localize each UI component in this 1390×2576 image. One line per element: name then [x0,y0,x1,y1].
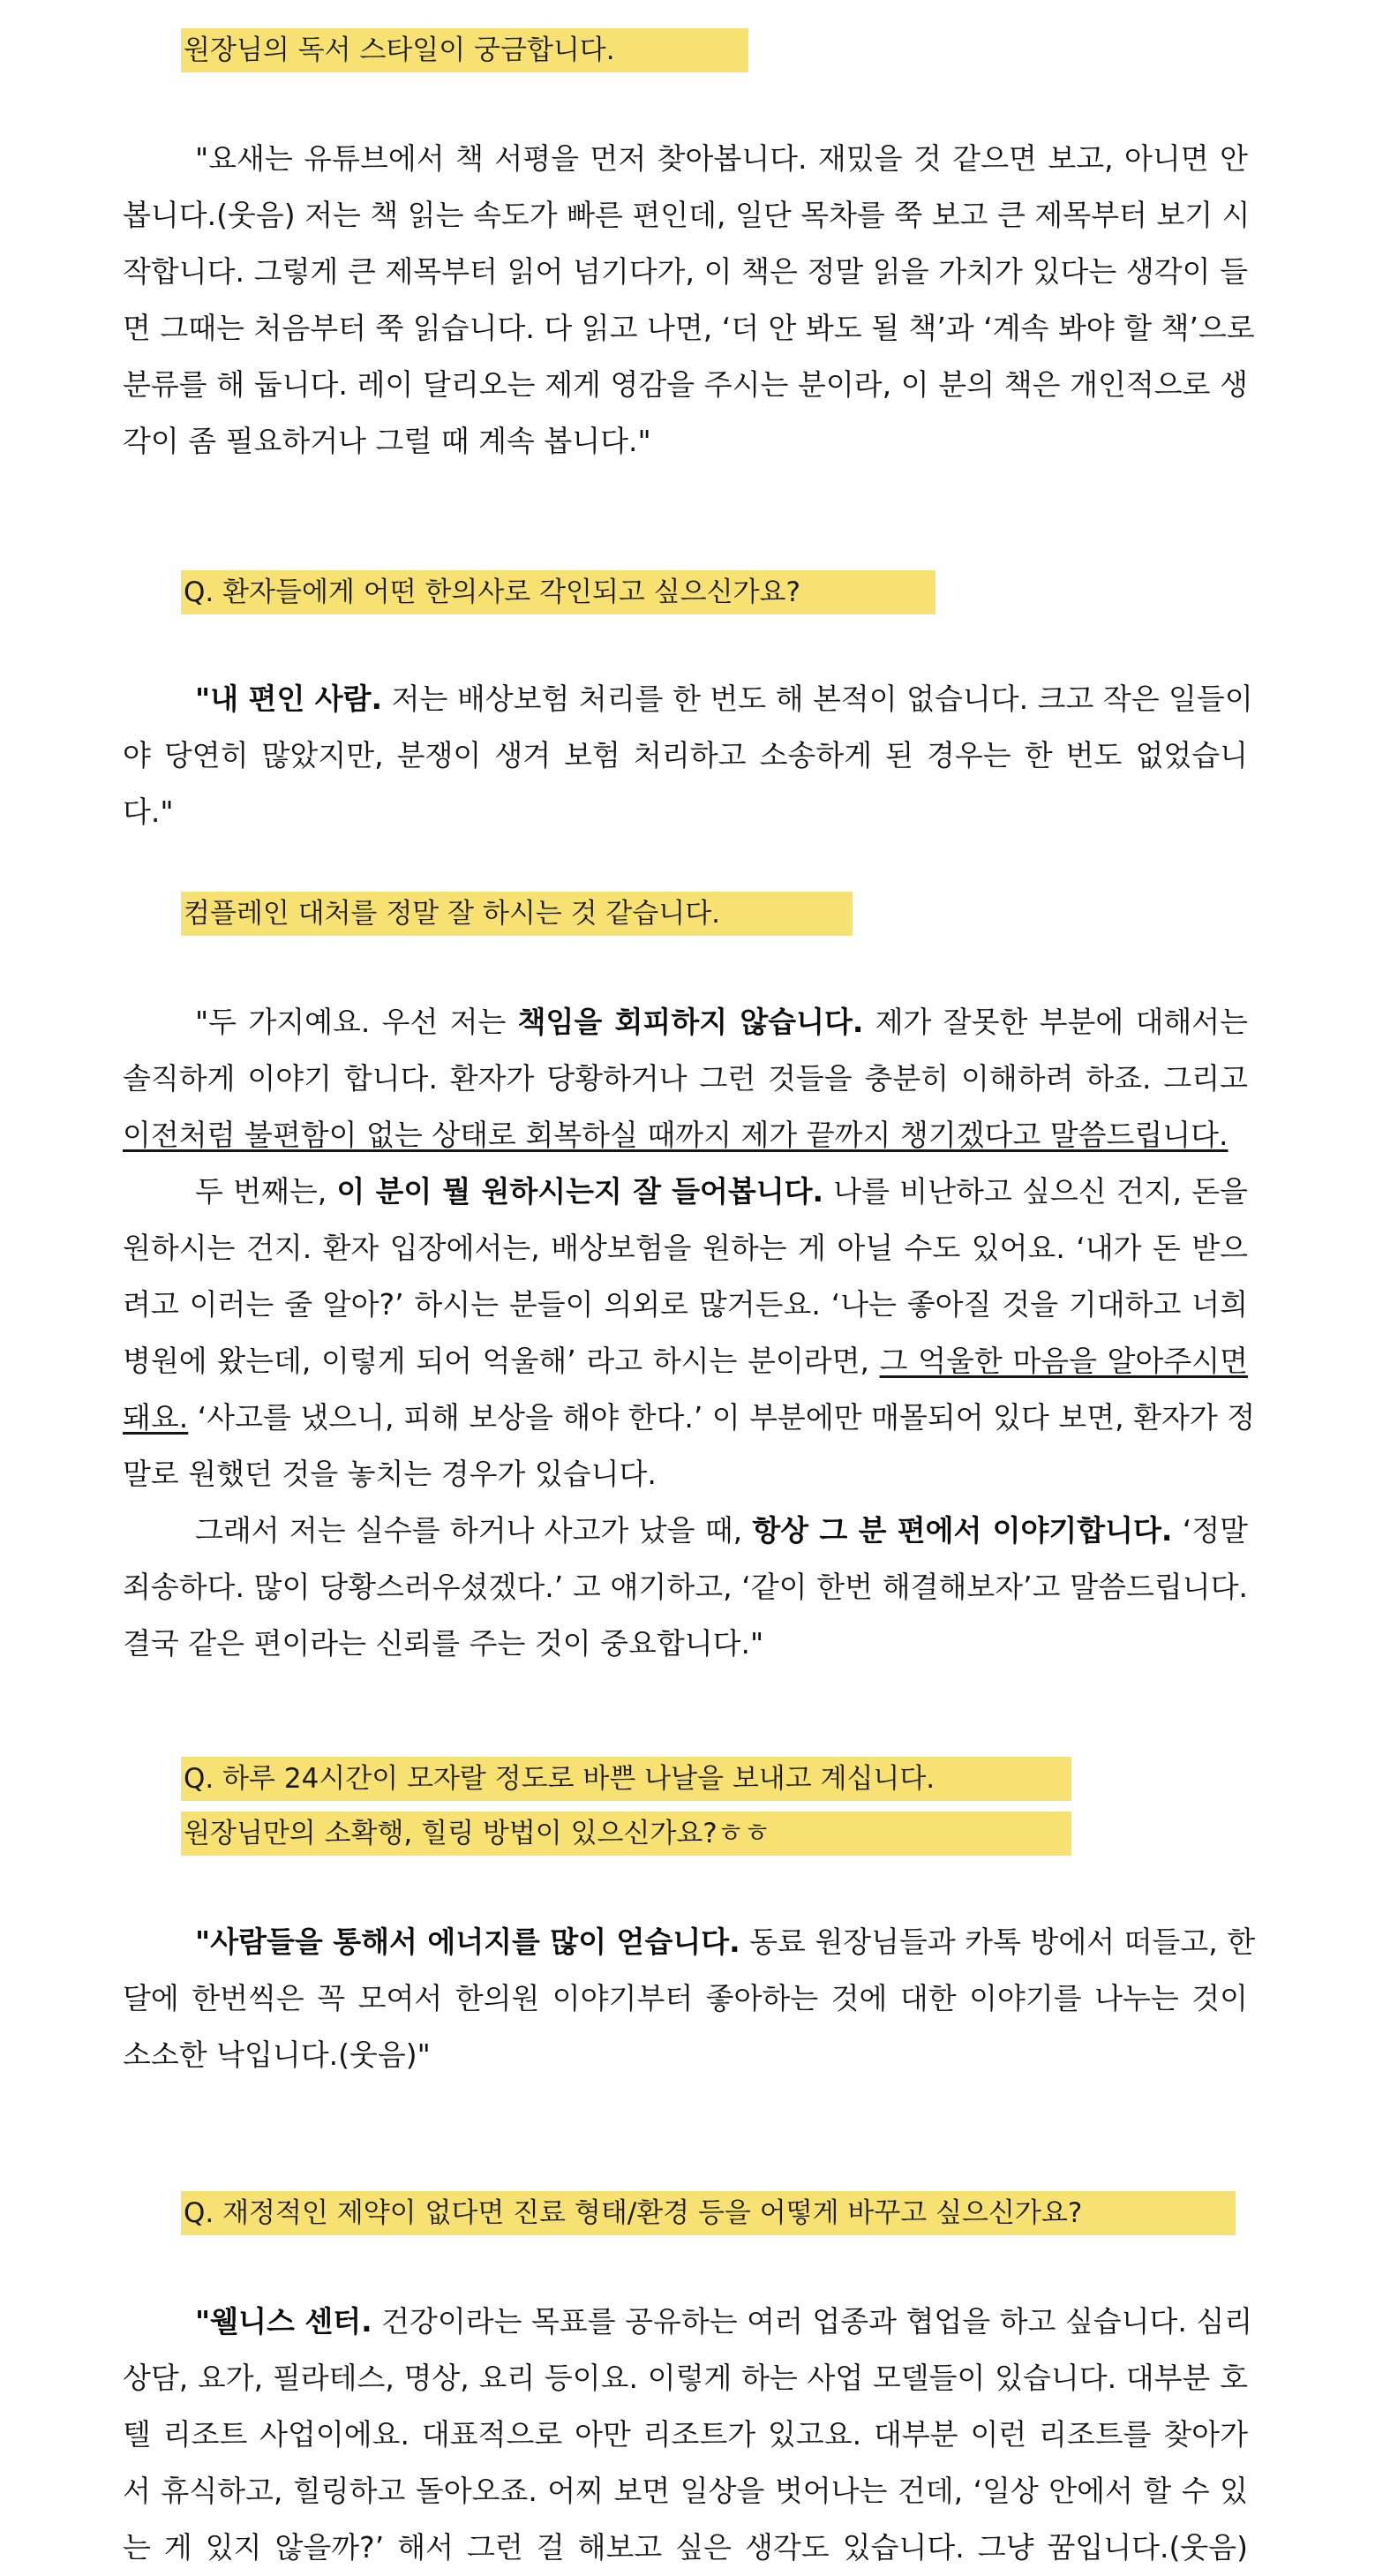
answer-emphasis: "웰니스 센터. [195,2304,372,2339]
answer-underlined: 그 억울한 마음을 알아주시면 [879,1344,1248,1378]
answer-text: 병원에 왔는데, 이렇게 되어 억울해’ 라고 하시는 분이라면, [123,1344,880,1378]
answer-line [123,1914,1256,1970]
answer-line: 원하시는 건지. 환자 입장에서는, 배상보험을 원하는 게 아닐 수도 있어요. ‘내가 돈 받으 [123,1231,1248,1265]
answer-text: ‘사고를 냈으니, 피해 보상을 해야 한다.’ 이 부분에만 매몰되어 있다 보면, 환자가 정 [188,1400,1256,1435]
answer-text: ‘정말 [1172,1513,1248,1548]
answer-line: 야 당연히 많았지만, 분쟁이 생겨 보험 처리하고 소송하게 된 경우는 한 번도 없었습니 [123,738,1248,772]
answer-line: 소소한 낙입니다.(웃음)" [123,2037,431,2072]
answer-line: 작합니다. 그렇게 큰 제목부터 읽어 넘기다가, 이 책은 정말 읽을 가치가 있다는 생각이 들 [123,254,1248,289]
answer-text: 나를 비난하고 싶으신 건지, 돈을 [823,1174,1249,1209]
answer-text: 그래서 저는 실수를 하거나 사고가 났을 때, [195,1513,753,1548]
answer-line: 서 휴식하고, 힐링하고 돌아오죠. 어찌 보면 일상을 벗어나는 건데, ‘일상 안에서 할 수 있 [123,2474,1248,2508]
answer-line: 말로 원했던 것을 놓치는 경우가 있습니다. [123,1457,657,1491]
answer-line [123,2294,1253,2350]
answer-text: 두 번째는, [195,1174,337,1209]
answer-line: 텔 리조트 사업이에요. 대표적으로 아만 리조트가 있고요. 대부분 이런 리조트를 찾아가 [123,2417,1248,2452]
question-complaint-handling: 컴플레인 대처를 정말 잘 하시는 것 같습니다. [181,892,853,936]
answer-line: 각이 좀 필요하거나 그럴 때 계속 봅니다." [123,424,651,458]
answer-patient-image [123,671,1253,840]
answer-line: 는 게 있지 않을까?’ 해서 그런 걸 해보고 싶은 생각도 있습니다. 그냥 꿈입니다.(웃음) [123,2530,1248,2565]
answer-underlined: 돼요. [123,1400,189,1435]
answer-text: "두 가지예요. 우선 저는 [195,1005,518,1039]
answer-healing [123,1914,1256,2083]
answer-text: 제가 잘못한 부분에 대해서는 [863,1005,1249,1039]
question-healing-line1: Q. 하루 24시간이 모자랄 정도로 바쁜 나날을 보내고 계십니다. [181,1757,1071,1801]
answer-line: 솔직하게 이야기 합니다. 환자가 당황하거나 그런 것들을 충분히 이해하려 하죠. 그리고 [123,1061,1248,1096]
answer-emphasis: "사람들을 통해서 에너지를 많이 얻습니다. [195,1924,740,1959]
answer-line [123,1164,1248,1220]
answer-line: 상담, 요가, 필라테스, 명상, 요리 등이요. 이렇게 하는 사업 모델들이 있습니다. 대부분 호 [123,2361,1248,2395]
answer-line: 면 그때는 처음부터 쭉 읽습니다. 다 읽고 나면, ‘더 안 봐도 될 책’과 ‘계속 봐야 할 책’으로 [123,311,1255,345]
answer-line: 결국 같은 편이라는 신뢰를 주는 것이 중요합니다." [123,1626,764,1661]
answer-line: 분류를 해 둡니다. 레이 달리오는 제게 영감을 주시는 분이라, 이 분의 책은 개인적으로 생 [123,367,1248,402]
question-healing-line2: 원장님만의 소확행, 힐링 방법이 있으신가요?ㅎㅎ [181,1811,1071,1856]
answer-line [123,1107,1248,1164]
answer-emphasis: 항상 그 분 편에서 이야기합니다. [752,1513,1173,1548]
answer-emphasis: 책임을 회피하지 않습니다. [517,1005,864,1039]
question-patient-image: Q. 환자들에게 어떤 한의사로 각인되고 싶으신가요? [181,570,935,614]
answer-line: 달에 한번씩은 꼭 모여서 한의원 이야기부터 좋아하는 것에 대한 이야기를 나누는 것이 [123,1981,1248,2015]
answer-line: 다." [123,795,174,829]
answer-line: "요새는 유튜브에서 책 서평을 먼저 찾아봅니다. 재밌을 것 같으면 보고, 아니면 안 [195,141,1248,176]
answer-emphasis: "내 편인 사람. [195,682,383,716]
answer-reading-style [123,131,1255,470]
answer-wellness [123,2294,1253,2576]
answer-line [123,671,1253,727]
answer-line: 죄송하다. 많이 당황스러우셨겠다.’ 고 얘기하고, ‘같이 한번 해결해보자’고 말씀드립니다. [123,1570,1248,1604]
answer-line [123,1390,1256,1446]
answer-line: 려고 이러는 줄 알아?’ 하시는 분들이 의외로 많거든요. ‘나는 좋아질 것을 기대하고 너희 [123,1287,1248,1322]
answer-line: 봅니다.(웃음) 저는 책 읽는 속도가 빠른 편인데, 일단 목차를 쭉 보고 큰 제목부터 보기 시 [123,198,1251,232]
answer-text: 건강이라는 목표를 공유하는 여러 업종과 협업을 하고 싶습니다. 심리 [372,2304,1253,2339]
question-reading-style: 원장님의 독서 스타일이 궁금합니다. [181,28,748,72]
answer-emphasis: 이 분이 뭘 원하시는지 잘 들어봅니다. [336,1174,824,1209]
answer-text: 저는 배상보험 처리를 한 번도 해 본적이 없습니다. 크고 작은 일들이 [382,682,1253,716]
answer-line [123,994,1248,1051]
answer-complaint-handling [123,994,1256,1672]
question-wellness: Q. 재정적인 제약이 없다면 진료 형태/환경 등을 어떻게 바꾸고 싶으신가요? [181,2191,1236,2235]
answer-line [123,1333,1248,1390]
answer-text: 동료 원장님들과 카톡 방에서 떠들고, 한 [740,1924,1256,1959]
answer-underlined: 이전처럼 불편함이 없는 상태로 회복하실 때까지 제가 끝까지 챙기겠다고 말씀드립니다. [123,1118,1228,1152]
answer-line [123,1503,1248,1559]
